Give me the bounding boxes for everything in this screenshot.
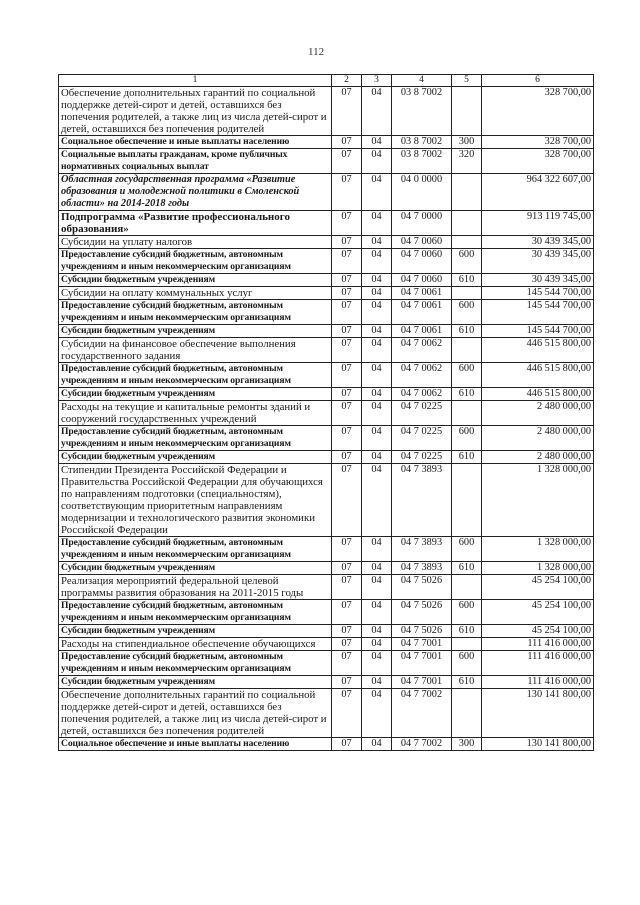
row-subsection: 04	[362, 451, 392, 464]
row-amount: 45 254 100,00	[482, 625, 594, 638]
row-expense-type: 600	[452, 651, 482, 676]
row-amount: 446 515 800,00	[482, 388, 594, 401]
row-target-code: 04 7 0062	[392, 388, 452, 401]
row-target-code: 04 7 3893	[392, 537, 452, 562]
row-section: 07	[332, 537, 362, 562]
row-expense-type: 610	[452, 562, 482, 575]
table-row	[59, 274, 594, 287]
row-target-code: 04 7 3893	[392, 562, 452, 575]
table-row	[59, 651, 594, 676]
table-row	[59, 87, 594, 136]
row-name: Субсидии на уплату налогов	[59, 236, 332, 249]
row-target-code: 03 8 7002	[392, 149, 452, 174]
row-name: Подпрограмма «Развитие профессионального образования»	[59, 211, 332, 236]
table-row	[59, 363, 594, 388]
row-section: 07	[332, 274, 362, 287]
row-expense-type: 610	[452, 274, 482, 287]
row-subsection: 04	[362, 363, 392, 388]
row-name: Субсидии бюджетным учреждениям	[59, 388, 332, 401]
row-subsection: 04	[362, 562, 392, 575]
row-name: Предоставление субсидий бюджетным, автономным учреждениям и иным некоммерческим организациям	[59, 426, 332, 451]
row-amount: 30 439 345,00	[482, 274, 594, 287]
row-name: Предоставление субсидий бюджетным, автономным учреждениям и иным некоммерческим организациям	[59, 600, 332, 625]
row-target-code: 03 8 7002	[392, 87, 452, 136]
row-expense-type: 300	[452, 136, 482, 149]
row-target-code: 04 7 0060	[392, 274, 452, 287]
row-target-code: 04 7 7001	[392, 651, 452, 676]
table-row	[59, 325, 594, 338]
row-subsection: 04	[362, 300, 392, 325]
row-name: Субсидии бюджетным учреждениям	[59, 562, 332, 575]
row-target-code: 04 7 0061	[392, 300, 452, 325]
row-section: 07	[332, 464, 362, 537]
row-expense-type: 610	[452, 388, 482, 401]
table-row	[59, 537, 594, 562]
row-expense-type: 600	[452, 363, 482, 388]
row-amount: 145 544 700,00	[482, 287, 594, 300]
row-expense-type: 610	[452, 325, 482, 338]
row-amount: 964 322 607,00	[482, 174, 594, 211]
row-amount: 2 480 000,00	[482, 426, 594, 451]
row-expense-type: 610	[452, 676, 482, 689]
row-section: 07	[332, 300, 362, 325]
row-expense-type: 600	[452, 249, 482, 274]
row-target-code: 04 7 5026	[392, 600, 452, 625]
row-expense-type	[452, 211, 482, 236]
table-row	[59, 625, 594, 638]
row-section: 07	[332, 738, 362, 751]
row-expense-type	[452, 87, 482, 136]
row-name: Предоставление субсидий бюджетным, автономным учреждениям и иным некоммерческим организациям	[59, 537, 332, 562]
row-name: Обеспечение дополнительных гарантий по социальной поддержке детей-сирот и детей, оставшихся без попечения родителей, а также лиц из числа детей-сирот и детей, оставшихся без попечения родителей	[59, 87, 332, 136]
row-amount: 45 254 100,00	[482, 575, 594, 600]
row-expense-type	[452, 287, 482, 300]
row-section: 07	[332, 174, 362, 211]
row-section: 07	[332, 249, 362, 274]
row-name: Субсидии бюджетным учреждениям	[59, 325, 332, 338]
row-subsection: 04	[362, 287, 392, 300]
page-number: 112	[308, 46, 325, 58]
row-subsection: 04	[362, 575, 392, 600]
row-subsection: 04	[362, 325, 392, 338]
table-body	[59, 87, 594, 751]
row-name: Субсидии бюджетным учреждениям	[59, 676, 332, 689]
row-name: Социальное обеспечение и иные выплаты населению	[59, 738, 332, 751]
row-name: Обеспечение дополнительных гарантий по социальной поддержке детей-сирот и детей, оставшихся без попечения родителей, а также лиц из числа детей-сирот и детей, оставшихся без попечения родителей	[59, 689, 332, 738]
row-section: 07	[332, 287, 362, 300]
row-subsection: 04	[362, 651, 392, 676]
row-name: Субсидии бюджетным учреждениям	[59, 625, 332, 638]
row-amount: 328 700,00	[482, 87, 594, 136]
row-subsection: 04	[362, 136, 392, 149]
budget-table	[58, 74, 594, 751]
row-expense-type: 600	[452, 300, 482, 325]
row-expense-type: 610	[452, 451, 482, 464]
row-subsection: 04	[362, 174, 392, 211]
row-expense-type: 610	[452, 625, 482, 638]
row-amount: 111 416 000,00	[482, 638, 594, 651]
row-expense-type	[452, 638, 482, 651]
row-amount: 446 515 800,00	[482, 338, 594, 363]
row-name: Субсидии бюджетным учреждениям	[59, 274, 332, 287]
row-section: 07	[332, 136, 362, 149]
row-target-code: 04 7 5026	[392, 625, 452, 638]
row-amount: 30 439 345,00	[482, 236, 594, 249]
table-row	[59, 236, 594, 249]
row-name: Предоставление субсидий бюджетным, автономным учреждениям и иным некоммерческим организациям	[59, 651, 332, 676]
row-target-code: 04 7 0061	[392, 325, 452, 338]
row-section: 07	[332, 651, 362, 676]
row-subsection: 04	[362, 401, 392, 426]
row-target-code: 04 7 0225	[392, 401, 452, 426]
row-section: 07	[332, 676, 362, 689]
row-subsection: 04	[362, 87, 392, 136]
row-subsection: 04	[362, 426, 392, 451]
row-subsection: 04	[362, 638, 392, 651]
row-section: 07	[332, 388, 362, 401]
row-amount: 111 416 000,00	[482, 651, 594, 676]
table-row	[59, 149, 594, 174]
row-target-code: 04 7 0060	[392, 236, 452, 249]
row-amount: 446 515 800,00	[482, 363, 594, 388]
table-row	[59, 300, 594, 325]
row-subsection: 04	[362, 625, 392, 638]
row-amount: 45 254 100,00	[482, 600, 594, 625]
row-target-code: 04 7 0060	[392, 249, 452, 274]
column-header: 6	[482, 75, 594, 87]
row-section: 07	[332, 451, 362, 464]
table-row	[59, 211, 594, 236]
table-row	[59, 575, 594, 600]
row-expense-type	[452, 689, 482, 738]
row-subsection: 04	[362, 689, 392, 738]
row-subsection: 04	[362, 236, 392, 249]
table-row	[59, 464, 594, 537]
row-amount: 913 119 745,00	[482, 211, 594, 236]
table-row	[59, 287, 594, 300]
row-expense-type	[452, 236, 482, 249]
table-row	[59, 738, 594, 751]
row-target-code: 04 7 7001	[392, 676, 452, 689]
row-section: 07	[332, 363, 362, 388]
row-section: 07	[332, 689, 362, 738]
row-expense-type	[452, 401, 482, 426]
row-expense-type	[452, 338, 482, 363]
row-name: Предоставление субсидий бюджетным, автономным учреждениям и иным некоммерческим организациям	[59, 300, 332, 325]
row-amount: 111 416 000,00	[482, 676, 594, 689]
row-amount: 130 141 800,00	[482, 689, 594, 738]
row-section: 07	[332, 401, 362, 426]
table-row	[59, 136, 594, 149]
row-amount: 145 544 700,00	[482, 300, 594, 325]
row-amount: 1 328 000,00	[482, 562, 594, 575]
row-subsection: 04	[362, 249, 392, 274]
row-section: 07	[332, 426, 362, 451]
row-amount: 2 480 000,00	[482, 451, 594, 464]
table-row	[59, 562, 594, 575]
row-expense-type: 600	[452, 537, 482, 562]
row-name: Областная государственная программа «Развитие образования и молодежной политики в Смоленской области» на 2014-2018 годы	[59, 174, 332, 211]
row-subsection: 04	[362, 464, 392, 537]
row-name: Расходы на стипендиальное обеспечение обучающихся	[59, 638, 332, 651]
row-amount: 328 700,00	[482, 136, 594, 149]
table-row	[59, 249, 594, 274]
row-name: Социальные выплаты гражданам, кроме публичных нормативных социальных выплат	[59, 149, 332, 174]
row-section: 07	[332, 211, 362, 236]
row-target-code: 04 7 5026	[392, 575, 452, 600]
table-row	[59, 426, 594, 451]
row-subsection: 04	[362, 274, 392, 287]
row-target-code: 04 7 0062	[392, 338, 452, 363]
row-section: 07	[332, 562, 362, 575]
table-row	[59, 676, 594, 689]
table-row	[59, 638, 594, 651]
row-name: Реализация мероприятий федеральной целевой программы развития образования на 2011-2015 годы	[59, 575, 332, 600]
row-target-code: 04 7 0225	[392, 451, 452, 464]
row-target-code: 03 8 7002	[392, 136, 452, 149]
row-target-code: 04 7 7002	[392, 738, 452, 751]
table-row	[59, 600, 594, 625]
row-name: Стипендии Президента Российской Федерации и Правительства Российской Федерации для обучающихся по направлениям подготовки (специальностям), соответствующим приоритетным направлениям модернизации и технологического развития экономики Российской Федерации	[59, 464, 332, 537]
row-target-code: 04 7 0225	[392, 426, 452, 451]
row-expense-type: 300	[452, 738, 482, 751]
row-amount: 1 328 000,00	[482, 537, 594, 562]
row-subsection: 04	[362, 676, 392, 689]
row-amount: 130 141 800,00	[482, 738, 594, 751]
row-target-code: 04 0 0000	[392, 174, 452, 211]
row-subsection: 04	[362, 738, 392, 751]
row-section: 07	[332, 638, 362, 651]
column-header: 2	[332, 75, 362, 87]
row-name: Предоставление субсидий бюджетным, автономным учреждениям и иным некоммерческим организациям	[59, 363, 332, 388]
row-target-code: 04 7 3893	[392, 464, 452, 537]
row-name: Субсидии на оплату коммунальных услуг	[59, 287, 332, 300]
row-section: 07	[332, 338, 362, 363]
row-section: 07	[332, 149, 362, 174]
table-row	[59, 689, 594, 738]
row-expense-type: 600	[452, 600, 482, 625]
table-row	[59, 338, 594, 363]
row-name: Расходы на текущие и капитальные ремонты зданий и сооружений государственных учреждений	[59, 401, 332, 426]
row-expense-type: 600	[452, 426, 482, 451]
row-target-code: 04 7 0000	[392, 211, 452, 236]
column-header: 5	[452, 75, 482, 87]
table-row	[59, 401, 594, 426]
row-name: Предоставление субсидий бюджетным, автономным учреждениям и иным некоммерческим организациям	[59, 249, 332, 274]
row-target-code: 04 7 7001	[392, 638, 452, 651]
row-subsection: 04	[362, 338, 392, 363]
row-subsection: 04	[362, 388, 392, 401]
row-target-code: 04 7 0061	[392, 287, 452, 300]
row-section: 07	[332, 575, 362, 600]
row-section: 07	[332, 325, 362, 338]
row-subsection: 04	[362, 149, 392, 174]
table-row	[59, 388, 594, 401]
row-amount: 2 480 000,00	[482, 401, 594, 426]
row-expense-type: 320	[452, 149, 482, 174]
table-row	[59, 174, 594, 211]
row-name: Субсидии бюджетным учреждениям	[59, 451, 332, 464]
row-expense-type	[452, 174, 482, 211]
row-expense-type	[452, 575, 482, 600]
row-amount: 1 328 000,00	[482, 464, 594, 537]
row-section: 07	[332, 600, 362, 625]
row-section: 07	[332, 87, 362, 136]
column-header: 3	[362, 75, 392, 87]
row-subsection: 04	[362, 600, 392, 625]
row-amount: 145 544 700,00	[482, 325, 594, 338]
row-target-code: 04 7 7002	[392, 689, 452, 738]
column-header: 1	[59, 75, 332, 87]
row-name: Социальное обеспечение и иные выплаты населению	[59, 136, 332, 149]
row-subsection: 04	[362, 211, 392, 236]
row-subsection: 04	[362, 537, 392, 562]
column-header: 4	[392, 75, 452, 87]
row-amount: 328 700,00	[482, 149, 594, 174]
row-section: 07	[332, 625, 362, 638]
row-expense-type	[452, 464, 482, 537]
table-header-row	[59, 75, 594, 87]
row-name: Субсидии на финансовое обеспечение выполнения государственного задания	[59, 338, 332, 363]
row-section: 07	[332, 236, 362, 249]
row-amount: 30 439 345,00	[482, 249, 594, 274]
table-row	[59, 451, 594, 464]
row-target-code: 04 7 0062	[392, 363, 452, 388]
